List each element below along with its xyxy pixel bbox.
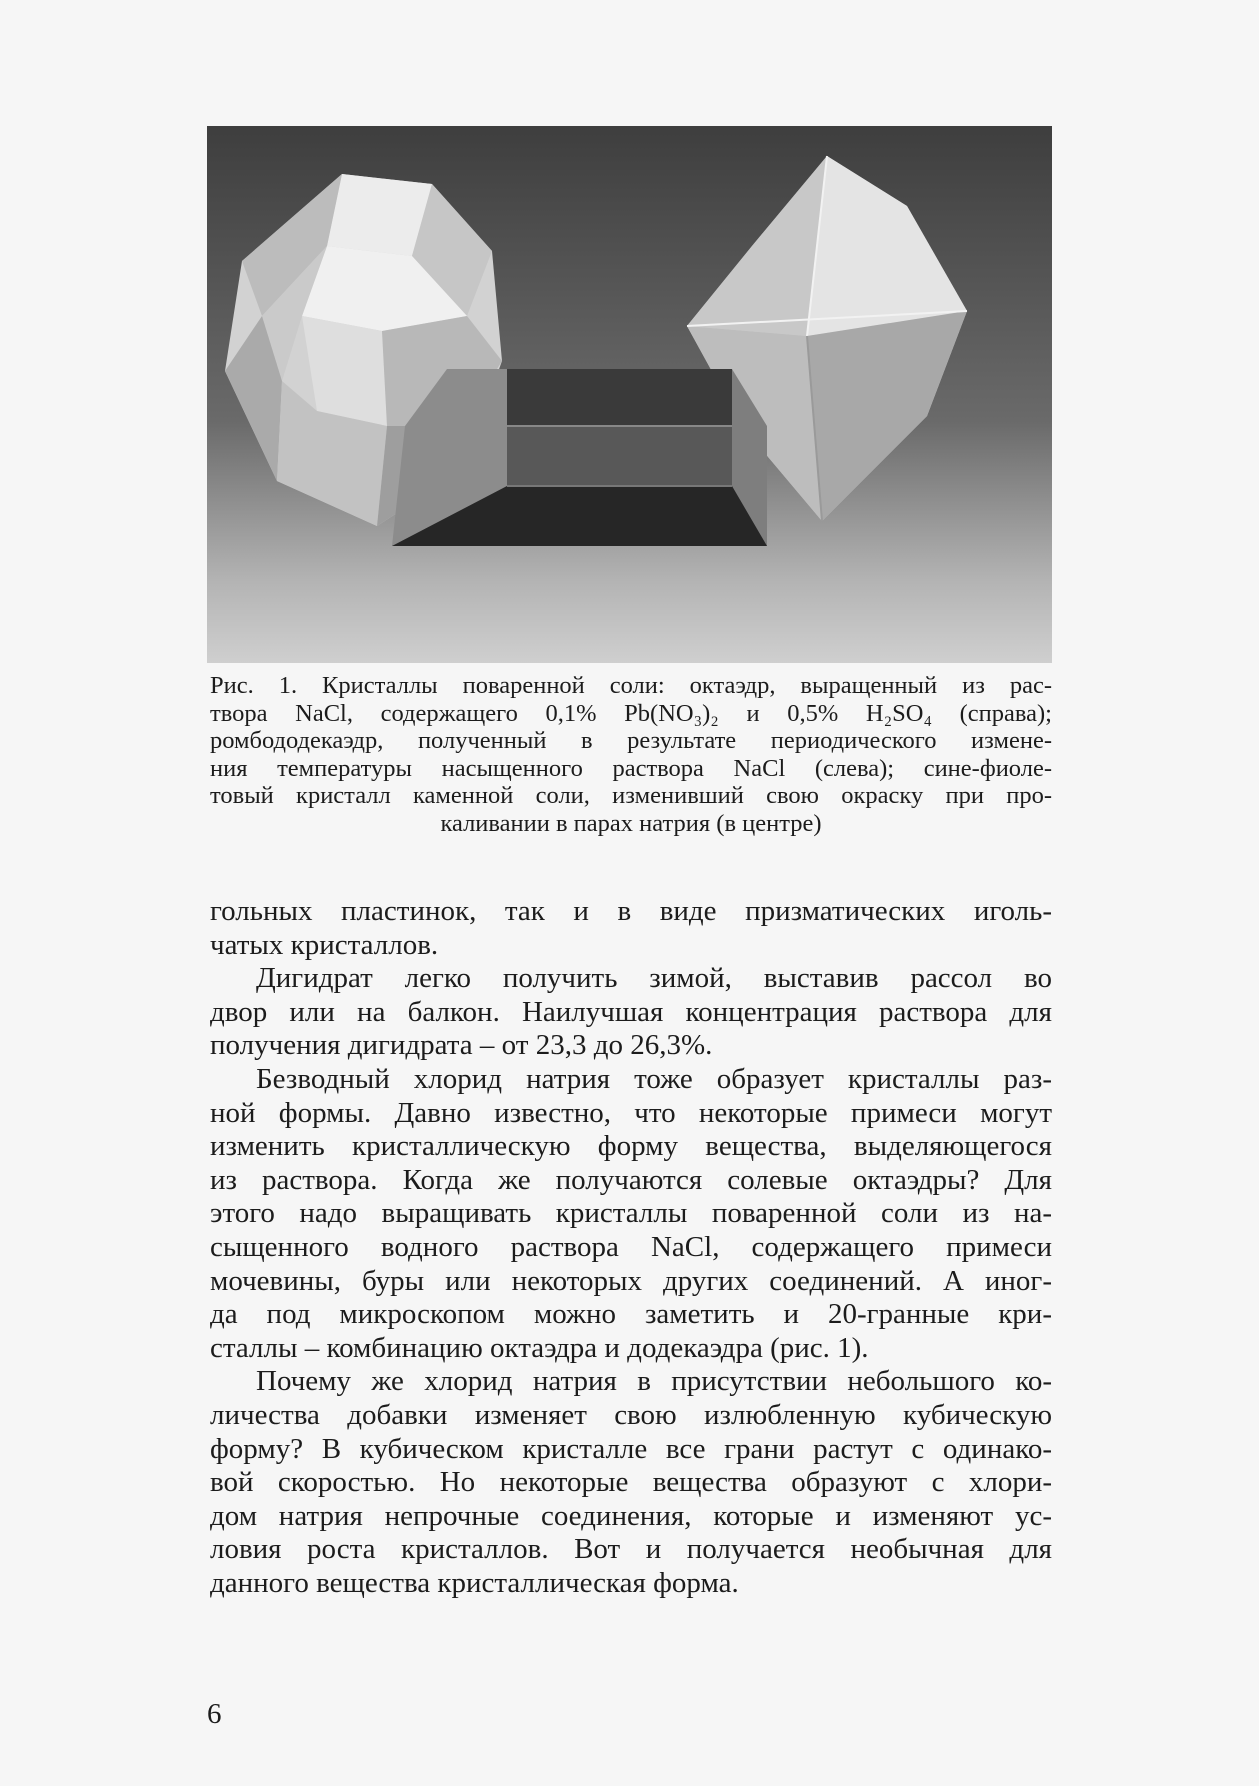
caption-line: каливании в парах натрия (в центре) xyxy=(440,809,822,837)
prism-crystal xyxy=(392,369,767,546)
text-line: Дигидрат легко получить зимой, выставив рассол во xyxy=(256,962,1052,995)
text-line: ной формы. Давно известно, что некоторые примеси могут xyxy=(210,1096,1052,1129)
text-line: чатых кристаллов. xyxy=(210,928,439,961)
text-line: ловия роста кристаллов. Вот и получается необычная для xyxy=(210,1533,1052,1566)
text-line: Почему же хлорид натрия в присутствии небольшого ко- xyxy=(256,1365,1052,1398)
text-line: мочевины, буры или некоторых других соединений. А иног- xyxy=(210,1264,1052,1297)
caption-line: ния температуры насыщенного раствора NaCl (слева); сине-фиоле- xyxy=(210,754,1052,782)
text-line: да под микроскопом можно заметить и 20-гранные кри- xyxy=(210,1298,1052,1331)
text-line: данного вещества кристаллическая форма. xyxy=(210,1566,739,1599)
text-line: из раствора. Когда же получаются солевые октаэдры? Для xyxy=(210,1163,1052,1196)
body-text xyxy=(210,895,1052,1600)
text-line: Безводный хлорид натрия тоже образует кристаллы раз- xyxy=(256,1062,1052,1095)
figure-caption xyxy=(210,672,1052,838)
text-line: двор или на балкон. Наилучшая концентрация раствора для xyxy=(210,995,1052,1028)
crystal-photograph xyxy=(207,126,1052,663)
caption-line: ромбододекаэдр, полученный в результате периодического измене- xyxy=(210,727,1052,755)
text-line: сталлы – комбинацию октаэдра и додекаэдра (рис. 1). xyxy=(210,1331,869,1364)
text-line: форму? В кубическом кристалле все грани растут с одинако- xyxy=(210,1432,1052,1465)
page-number: 6 xyxy=(207,1698,222,1730)
text-line: дом натрия непрочные соединения, которые и изменяют ус- xyxy=(210,1499,1052,1532)
caption-line: твора NaCl, содержащего 0,1% Pb(NO₃)₂ и 0,5% H₂SO₄ (справа); xyxy=(210,699,1052,727)
text-line: личества добавки изменяет свою излюбленную кубическую xyxy=(210,1398,1052,1431)
text-line: вой скоростью. Но некоторые вещества образуют с хлори- xyxy=(210,1466,1052,1499)
text-line: гольных пластинок, так и в виде призматических иголь- xyxy=(210,895,1052,927)
text-line: изменить кристаллическую форму вещества, выделяющегося xyxy=(210,1130,1052,1163)
caption-line: Рис. 1. Кристаллы поваренной соли: октаэдр, выращенный из рас- xyxy=(210,672,1052,699)
caption-line: товый кристалл каменной соли, изменивший свою окраску при про- xyxy=(210,782,1052,810)
text-line: получения дигидрата – от 23,3 до 26,3%. xyxy=(210,1029,713,1062)
text-line: этого надо выращивать кристаллы поваренной соли из на- xyxy=(210,1197,1052,1230)
text-line: сыщенного водного раствора NaCl, содержащего примеси xyxy=(210,1230,1052,1263)
